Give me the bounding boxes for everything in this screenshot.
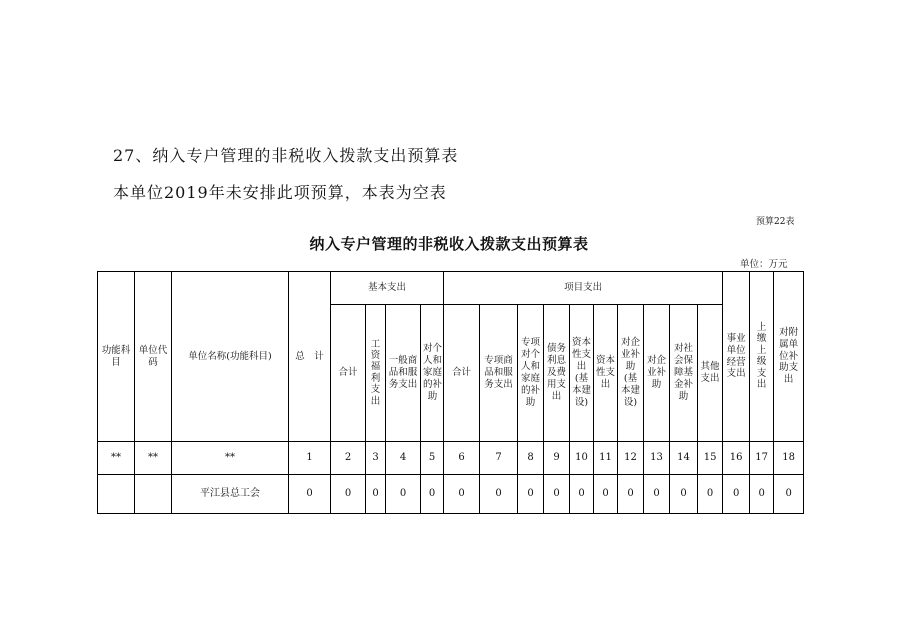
header-biz-op: 事业单位经营支出 [726, 332, 746, 380]
col-num: ** [172, 442, 289, 475]
cell-unit-code [135, 475, 172, 514]
col-num: 10 [570, 442, 594, 475]
col-num: 6 [444, 442, 480, 475]
header-project-goods: 专项商品和服务支出 [484, 355, 513, 390]
cell-value: 0 [750, 475, 774, 514]
header-project: 项目支出 [444, 272, 723, 305]
header-project-social: 对社会保障基金补助 [674, 343, 694, 402]
table-title: 纳入专户管理的非税收入拨款支出预算表 [309, 235, 589, 253]
header-project-debt: 债务利息及费用支出 [547, 343, 567, 402]
header-project-personal: 专项对个人和家庭的补助 [521, 337, 541, 408]
header-total: 总 计 [289, 272, 331, 442]
header-project-enterprise-build: 对企业补助(基本建设) [621, 337, 641, 408]
header-project-sum: 合计 [444, 305, 480, 442]
header-project-enterprise: 对企业补助 [647, 355, 667, 390]
col-num: 17 [750, 442, 774, 475]
col-num: ** [135, 442, 172, 475]
cell-value: 0 [544, 475, 570, 514]
header-project-other: 其他支出 [700, 361, 720, 384]
col-num: 3 [366, 442, 386, 475]
col-num: 14 [670, 442, 698, 475]
unit-label: 单位：万元 [740, 259, 788, 270]
cell-value: 0 [644, 475, 670, 514]
cell-value: 0 [774, 475, 804, 514]
cell-value: 0 [386, 475, 421, 514]
cell-value: 0 [366, 475, 386, 514]
table-number: 预算22表 [756, 217, 795, 227]
col-num: 16 [723, 442, 750, 475]
cell-value: 0 [444, 475, 480, 514]
col-num: 13 [644, 442, 670, 475]
col-num: 4 [386, 442, 421, 475]
col-num: 12 [618, 442, 644, 475]
section-heading: 27、纳入专户管理的非税收入拨款支出预算表 [113, 146, 459, 165]
column-number-row [98, 442, 804, 475]
header-basic-personal: 对个人和家庭的补助 [422, 343, 442, 402]
cell-unit-name: 平江县总工会 [172, 475, 289, 514]
header-basic-wage: 工资福利支出 [370, 338, 381, 407]
cell-func-code [98, 475, 135, 514]
cell-value: 0 [518, 475, 544, 514]
col-num: 18 [774, 442, 804, 475]
header-basic-goods: 一般商品和服务支出 [388, 355, 418, 390]
cell-value: 0 [723, 475, 750, 514]
col-num: 15 [698, 442, 723, 475]
col-num: 1 [289, 442, 331, 475]
header-basic: 基本支出 [331, 272, 444, 305]
col-num: 9 [544, 442, 570, 475]
cell-value: 0 [594, 475, 618, 514]
header-func-code: 功能科目 [98, 272, 135, 442]
header-unit-name: 单位名称(功能科目) [172, 272, 289, 442]
col-num: ** [98, 442, 135, 475]
header-project-capital-build: 资本性支出(基本建设) [572, 337, 592, 408]
cell-value: 0 [698, 475, 723, 514]
header-basic-sum: 合计 [331, 305, 366, 442]
cell-value: 0 [570, 475, 594, 514]
budget-table [97, 271, 804, 514]
cell-value: 0 [421, 475, 444, 514]
cell-value: 0 [670, 475, 698, 514]
header-upper: 上缴上级支出 [756, 322, 767, 391]
col-num: 11 [594, 442, 618, 475]
col-num: 5 [421, 442, 444, 475]
table-row [98, 475, 804, 514]
cell-value: 0 [331, 475, 366, 514]
cell-value: 0 [480, 475, 518, 514]
cell-value: 0 [618, 475, 644, 514]
header-unit-code: 单位代码 [135, 272, 172, 442]
header-project-capital: 资本性支出 [596, 355, 616, 390]
col-num: 8 [518, 442, 544, 475]
header-affil: 对附属单位补助支出 [779, 326, 799, 386]
cell-value: 0 [289, 475, 331, 514]
col-num: 7 [480, 442, 518, 475]
col-num: 2 [331, 442, 366, 475]
section-note: 本单位2019年未安排此项预算，本表为空表 [113, 183, 447, 202]
